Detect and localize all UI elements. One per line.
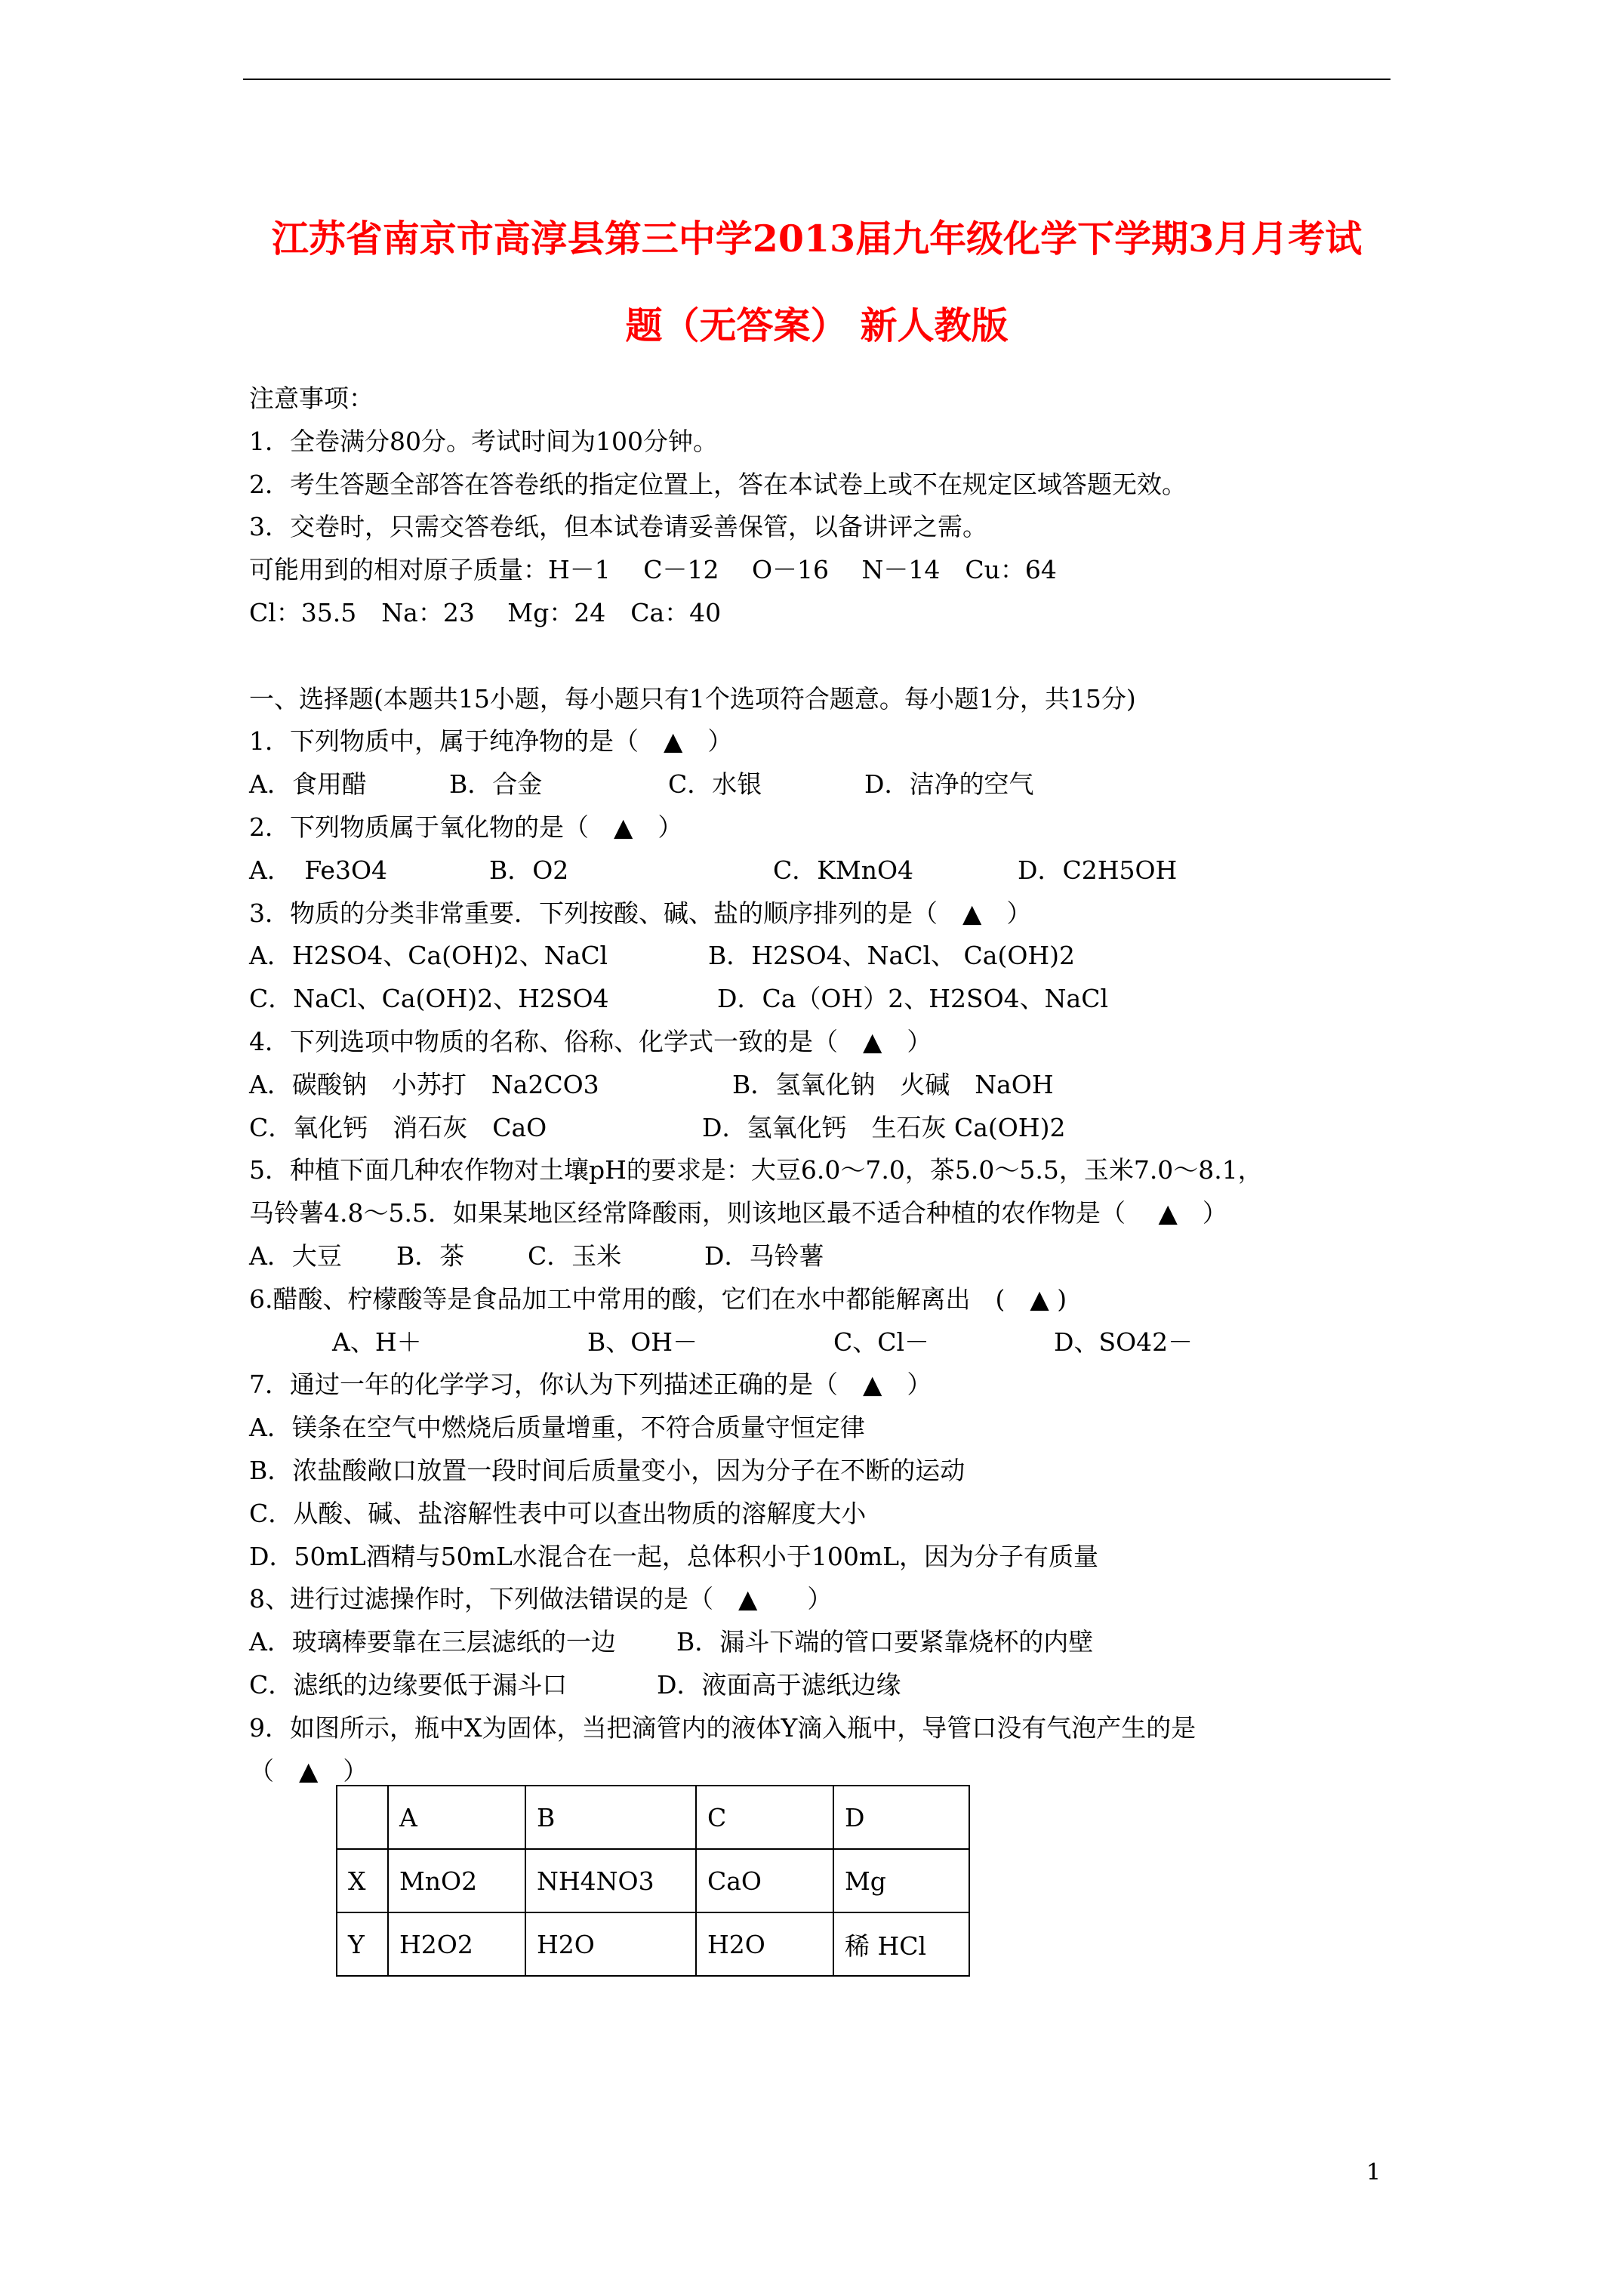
document-body bbox=[249, 378, 1389, 1792]
table-cell: C bbox=[696, 1786, 833, 1849]
option: C．水银 bbox=[668, 769, 762, 800]
question-stem: 6.醋酸、柠檬酸等是食品加工中常用的酸，它们在水中都能解离出 ( ▲ ) bbox=[249, 1284, 1067, 1314]
table-cell: 稀 HCl bbox=[833, 1912, 969, 1976]
note-item: 2．考生答题全部答在答卷纸的指定位置上，答在本试卷上或不在规定区域答题无效。 bbox=[249, 469, 1187, 499]
option: D．C2H5OH bbox=[1018, 855, 1178, 885]
question-options bbox=[249, 849, 1389, 892]
option: A．碳酸钠 小苏打 Na2CO3 bbox=[249, 1069, 599, 1099]
option: A．H2SO4、Ca(OH)2、NaCl bbox=[249, 941, 608, 971]
question-stem: 马铃薯4.8～5.5．如果某地区经常降酸雨，则该地区最不适合种植的农作物是（ ▲ ） bbox=[249, 1198, 1227, 1228]
question-options bbox=[249, 1235, 1389, 1278]
option: C．氧化钙 消石灰 CaO bbox=[249, 1112, 547, 1142]
notes-heading: 注意事项： bbox=[249, 384, 374, 413]
question-options bbox=[249, 1321, 1389, 1364]
option: C．从酸、碱、盐溶解性表中可以查出物质的溶解度大小 bbox=[249, 1498, 867, 1528]
question-stem: （ ▲ ） bbox=[249, 1755, 368, 1786]
question-options bbox=[249, 1064, 1389, 1107]
question-options bbox=[249, 1664, 1389, 1707]
option: D．50mL酒精与50mL水混合在一起，总体积小于100mL，因为分子有质量 bbox=[249, 1541, 1099, 1571]
question-stem: 5．种植下面几种农作物对土壤pH的要求是：大豆6.0～7.0，茶5.0～5.5，玉米7.0～8.1， bbox=[249, 1155, 1263, 1185]
table-cell: MnO2 bbox=[388, 1849, 525, 1912]
question-stem: 2．下列物质属于氧化物的是（ ▲ ） bbox=[249, 812, 683, 842]
question-stem: 4．下列选项中物质的名称、俗称、化学式一致的是（ ▲ ） bbox=[249, 1026, 932, 1056]
option: A．大豆 bbox=[249, 1240, 342, 1271]
option: A．食用醋 bbox=[249, 769, 367, 800]
option: C．NaCl、Ca(OH)2、H2SO4 bbox=[249, 984, 609, 1014]
table-cell: H2O bbox=[525, 1912, 696, 1976]
option: D．马铃薯 bbox=[704, 1240, 824, 1271]
q9-table bbox=[336, 1785, 970, 1977]
question-options bbox=[249, 1107, 1389, 1150]
option: A、H＋ bbox=[332, 1327, 422, 1357]
table-cell: H2O bbox=[696, 1912, 833, 1976]
option: C．玉米 bbox=[528, 1240, 622, 1271]
option: D、SO42－ bbox=[1054, 1327, 1193, 1357]
option: B．茶 bbox=[396, 1240, 465, 1271]
option: D．洁净的空气 bbox=[864, 769, 1034, 800]
page-title-line-2: 题（无答案） 新人教版 bbox=[625, 304, 1009, 347]
note-item: 1．全卷满分80分。考试时间为100分钟。 bbox=[249, 426, 718, 456]
table-cell: X bbox=[337, 1849, 388, 1912]
option: B．合金 bbox=[449, 769, 543, 800]
note-item: 3．交卷时，只需交答卷纸，但本试卷请妥善保管，以备讲评之需。 bbox=[249, 512, 987, 542]
option: C．滤纸的边缘要低于漏斗口 bbox=[249, 1669, 568, 1700]
question-stem: 7．通过一年的化学学习，你认为下列描述正确的是（ ▲ ） bbox=[249, 1370, 932, 1400]
question-stem: 3．物质的分类非常重要．下列按酸、碱、盐的顺序排列的是（ ▲ ） bbox=[249, 898, 1032, 928]
question-stem: 8、进行过滤操作时，下列做法错误的是（ ▲ ） bbox=[249, 1584, 833, 1614]
table-cell: H2O2 bbox=[388, 1912, 525, 1976]
question-options bbox=[249, 978, 1389, 1021]
option: C．KMnO4 bbox=[773, 855, 913, 885]
table-row bbox=[337, 1849, 969, 1912]
table-cell: D bbox=[833, 1786, 969, 1849]
option: B、OH－ bbox=[587, 1327, 698, 1357]
table-row bbox=[337, 1912, 969, 1976]
option: A．玻璃棒要靠在三层滤纸的一边 bbox=[249, 1627, 616, 1657]
table-cell bbox=[337, 1786, 388, 1849]
option: D．液面高于滤纸边缘 bbox=[657, 1669, 901, 1700]
header-rule bbox=[243, 79, 1390, 80]
option: B．浓盐酸敞口放置一段时间后质量变小，因为分子在不断的运动 bbox=[249, 1455, 965, 1485]
option: A． Fe3O4 bbox=[249, 855, 387, 885]
option: D．Ca（OH）2、H2SO4、NaCl bbox=[717, 984, 1108, 1014]
question-stem: 1．下列物质中，属于纯净物的是（ ▲ ） bbox=[249, 726, 733, 757]
atomic-masses-line: 可能用到的相对原子质量：H－1 C－12 O－16 N－14 Cu：64 bbox=[249, 555, 1057, 585]
option: B．O2 bbox=[489, 855, 569, 885]
atomic-masses-line: Cl：35.5 Na：23 Mg：24 Ca：40 bbox=[249, 597, 722, 627]
section-heading: 一、选择题(本题共15小题，每小题只有1个选项符合题意。每小题1分，共15分) bbox=[249, 683, 1136, 713]
table-cell: CaO bbox=[696, 1849, 833, 1912]
option: B．氢氧化钠 火碱 NaOH bbox=[732, 1069, 1054, 1099]
table-cell: NH4NO3 bbox=[525, 1849, 696, 1912]
option: B．漏斗下端的管口要紧靠烧杯的内壁 bbox=[676, 1627, 1094, 1657]
option: B．H2SO4、NaCl、 Ca(OH)2 bbox=[708, 941, 1076, 971]
question-options bbox=[249, 763, 1389, 806]
table-cell: A bbox=[388, 1786, 525, 1849]
question-stem: 9．如图所示，瓶中X为固体，当把滴管内的液体Y滴入瓶中，导管口没有气泡产生的是 bbox=[249, 1712, 1196, 1743]
question-options bbox=[249, 935, 1389, 978]
table-row bbox=[337, 1786, 969, 1849]
table-cell: Y bbox=[337, 1912, 388, 1976]
option: A．镁条在空气中燃烧后质量增重，不符合质量守恒定律 bbox=[249, 1413, 865, 1443]
option: D．氢氧化钙 生石灰 Ca(OH)2 bbox=[702, 1112, 1066, 1142]
option: C、Cl－ bbox=[833, 1327, 930, 1357]
table-cell: Mg bbox=[833, 1849, 969, 1912]
page-title-line-1: 江苏省南京市高淳县第三中学2013届九年级化学下学期3月月考试 bbox=[271, 217, 1363, 260]
question-options bbox=[249, 1621, 1389, 1664]
page-number: 1 bbox=[1366, 2159, 1381, 2186]
table-cell: B bbox=[525, 1786, 696, 1849]
